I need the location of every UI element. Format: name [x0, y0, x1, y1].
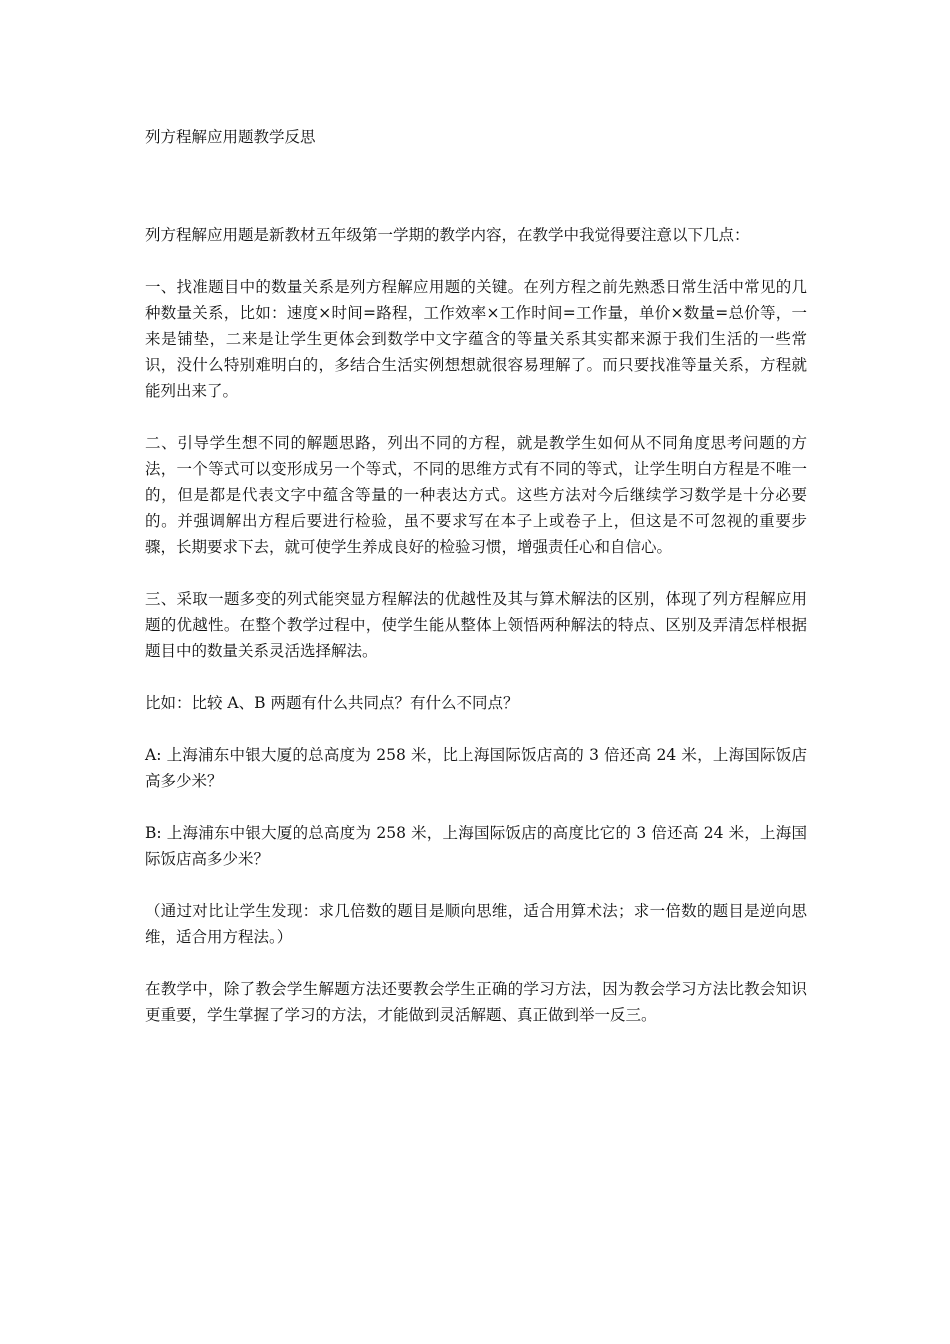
paragraph-comparison-note: （通过对比让学生发现：求几倍数的题目是顺向思维，适合用算术法；求一倍数的题目是逆向思维，适合用方程法。）	[145, 902, 807, 946]
paragraph-problem-b: B: 上海浦东中银大厦的总高度为 258 米，上海国际饭店的高度比它的 3 倍还高 24 米，上海国际饭店高多少米？	[145, 824, 807, 868]
paragraph-example-question: 比如：比较 A、B 两题有什么共同点？有什么不同点？	[145, 694, 519, 712]
document-body	[145, 222, 807, 1054]
paragraph-problem-a: A: 上海浦东中银大厦的总高度为 258 米，比上海国际饭店高的 3 倍还高 24 米，上海国际饭店高多少米？	[145, 746, 807, 790]
paragraph-point-two: 二、引导学生想不同的解题思路，列出不同的方程，就是教学生如何从不同角度思考问题的方法，一个等式可以变形成另一个等式，不同的思维方式有不同的等式，让学生明白方程是不唯一的，但是都是代表文字中蕴含等量的一种表达方式。这些方法对今后继续学习数学是十分必要的。并强调解出方程后要进行检验，虽不要求写在本子上或卷子上，但这是不可忽视的重要步骤，长期要求下去，就可使学生养成良好的检验习惯，增强责任心和自信心。	[145, 434, 807, 556]
paragraph-point-three: 三、采取一题多变的列式能突显方程解法的优越性及其与算术解法的区别，体现了列方程解应用题的优越性。在整个教学过程中，使学生能从整体上领悟两种解法的特点、区别及弄清怎样根据题目中的数量关系灵活选择解法。	[145, 590, 807, 660]
paragraph-point-one: 一、找准题目中的数量关系是列方程解应用题的关键。在列方程之前先熟悉日常生活中常见的几种数量关系，比如：速度×时间=路程，工作效率×工作时间=工作量，单价×数量=总价等，一来是铺垫，二来是让学生更体会到数学中文字蕴含的等量关系其实都来源于我们生活的一些常识，没什么特别难明白的，多结合生活实例想想就很容易理解了。而只要找准等量关系，方程就能列出来了。	[145, 278, 807, 400]
paragraph-intro: 列方程解应用题是新教材五年级第一学期的教学内容，在教学中我觉得要注意以下几点：	[145, 226, 750, 244]
document-title: 列方程解应用题教学反思	[145, 128, 316, 146]
paragraph-conclusion: 在教学中，除了教会学生解题方法还要教会学生正确的学习方法，因为教会学习方法比教会知识更重要，学生掌握了学习的方法，才能做到灵活解题、真正做到举一反三。	[145, 980, 807, 1024]
